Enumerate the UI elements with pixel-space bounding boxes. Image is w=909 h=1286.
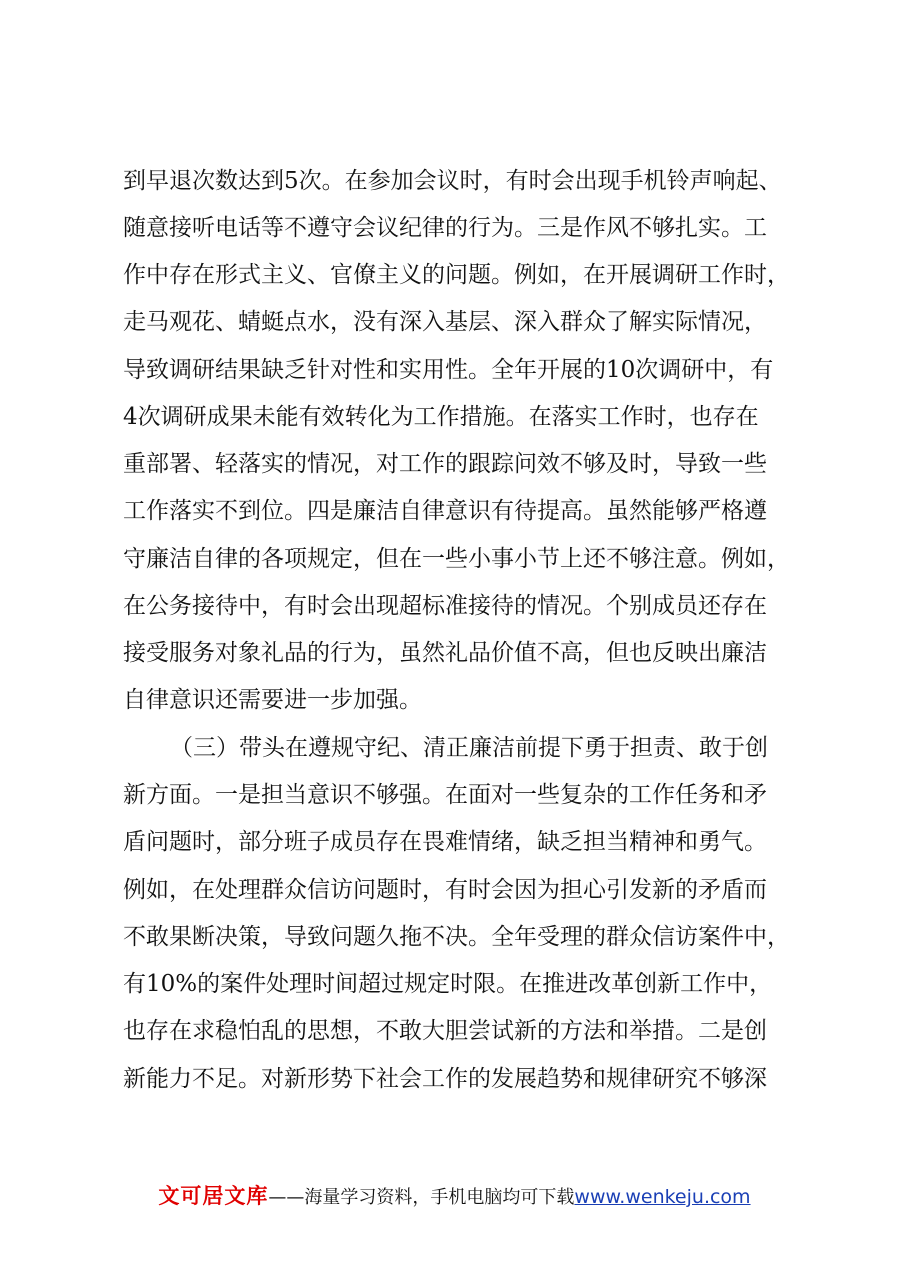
text-line: 作中存在形式主义、官僚主义的问题。例如，在开展调研工作时， [123, 262, 790, 288]
footer-tagline: ——海量学习资料，手机电脑均可下载 [268, 1187, 575, 1208]
text-line: 工作落实不到位。四是廉洁自律意识有待提高。虽然能够严格遵 [123, 498, 767, 524]
text-line: 有10%的案件处理时间超过规定时限。在推进改革创新工作中， [123, 971, 773, 997]
text-line: 自律意识还需要进一步加强。 [123, 687, 422, 713]
text-line: 盾问题时，部分班子成员存在畏难情绪，缺乏担当精神和勇气。 [123, 829, 767, 855]
footer-url-link[interactable]: www.wenkeju.com [574, 1186, 751, 1208]
text-line: 接受服务对象礼品的行为，虽然礼品价值不高，但也反映出廉洁 [123, 640, 767, 666]
text-line: 也存在求稳怕乱的思想，不敢大胆尝试新的方法和举措。二是创 [123, 1018, 767, 1044]
text-line: 4次调研成果未能有效转化为工作措施。在落实工作时，也存在 [123, 404, 759, 430]
text-line: 随意接听电话等不遵守会议纪律的行为。三是作风不够扎实。工 [123, 215, 767, 241]
text-line: 不敢果断决策，导致问题久拖不决。全年受理的群众信访案件中， [123, 924, 790, 950]
footer-brand: 文可居文库 [158, 1184, 269, 1208]
text-line: 走马观花、蜻蜓点水，没有深入基层、深入群众了解实际情况， [123, 309, 767, 335]
section-heading-line: （三）带头在遵规守纪、清正廉洁前提下勇于担责、敢于创 [170, 735, 768, 761]
text-line: 例如，在处理群众信访问题时，有时会因为担心引发新的矛盾而 [123, 877, 767, 903]
text-line: 重部署、轻落实的情况，对工作的跟踪问效不够及时，导致一些 [123, 451, 767, 477]
text-line: 新方面。一是担当意识不够强。在面对一些复杂的工作任务和矛 [123, 782, 767, 808]
text-line: 导致调研结果缺乏针对性和实用性。全年开展的10次调研中，有 [123, 357, 774, 383]
text-line: 在公务接待中，有时会出现超标准接待的情况。个别成员还存在 [123, 593, 767, 619]
text-line: 到早退次数达到5次。在参加会议时，有时会出现手机铃声响起、 [123, 168, 782, 194]
text-line: 新能力不足。对新形势下社会工作的发展趋势和规律研究不够深 [123, 1066, 767, 1092]
text-line: 守廉洁自律的各项规定，但在一些小事小节上还不够注意。例如， [123, 546, 790, 572]
page-footer [0, 1181, 909, 1213]
